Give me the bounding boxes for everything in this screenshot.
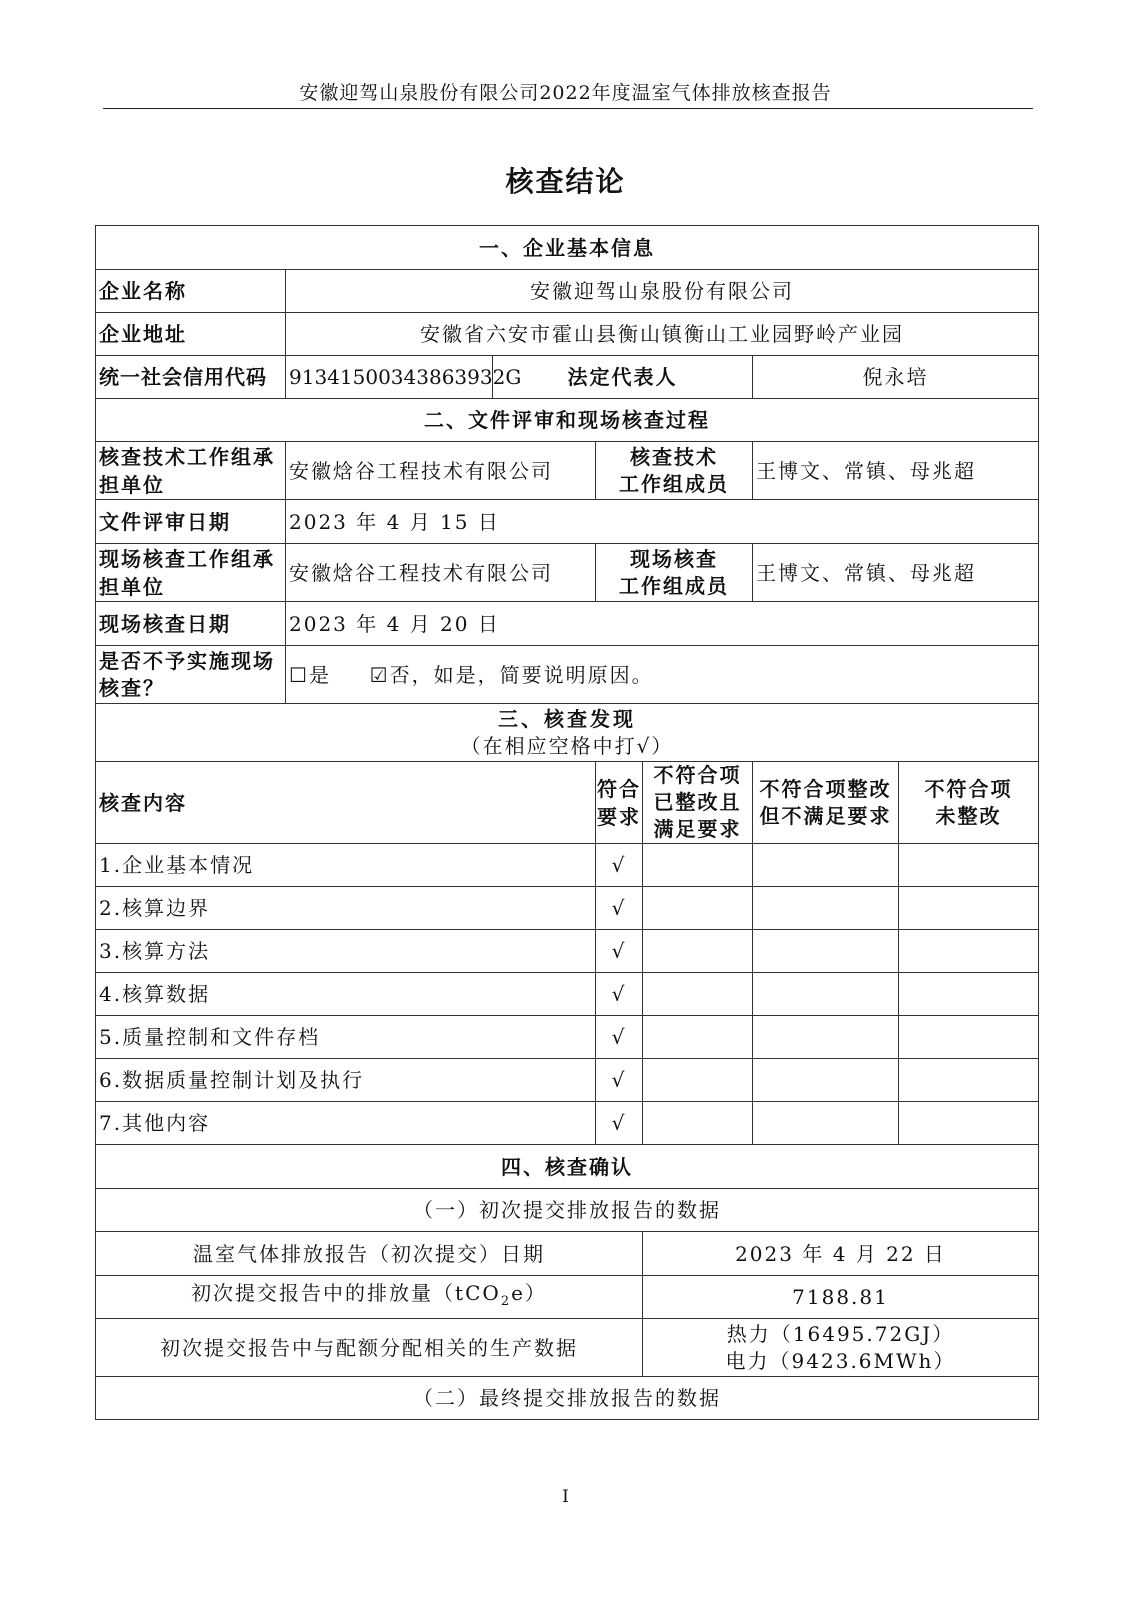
section4-sub1: （一）初次提交排放报告的数据 xyxy=(96,1189,1039,1232)
empty-cell xyxy=(899,1102,1039,1145)
col-header-fixed-ok: 不符合项已整改且满足要求 xyxy=(643,762,753,844)
header-rule xyxy=(103,108,1033,109)
empty-cell xyxy=(643,844,753,887)
col-header-fixed-not-ok: 不符合项整改但不满足要求 xyxy=(753,762,899,844)
check-item: 3.核算方法 xyxy=(96,930,596,973)
empty-cell xyxy=(643,1059,753,1102)
review-date-label: 文件评审日期 xyxy=(96,500,286,544)
option-no-label: 否，如是，简要说明原因。 xyxy=(389,662,654,687)
table-row xyxy=(96,930,1039,973)
initial-production-label: 初次提交报告中与配额分配相关的生产数据 xyxy=(96,1319,643,1377)
empty-cell xyxy=(899,930,1039,973)
section4-sub2: （二）最终提交排放报告的数据 xyxy=(96,1377,1039,1420)
section4-heading: 四、核查确认 xyxy=(96,1145,1039,1189)
tech-unit-value: 安徽焓谷工程技术有限公司 xyxy=(286,442,596,500)
initial-emission-value: 7188.81 xyxy=(643,1276,1039,1319)
conclusion-table xyxy=(95,225,1039,1420)
tech-unit-label: 核查技术工作组承担单位 xyxy=(96,442,286,500)
empty-cell xyxy=(753,930,899,973)
checkbox-yes-icon: ☐ xyxy=(289,662,309,687)
empty-cell xyxy=(643,930,753,973)
check-item: 1.企业基本情况 xyxy=(96,844,596,887)
credit-code-value: 91341500343863932G xyxy=(286,356,493,399)
col-header-content: 核查内容 xyxy=(96,762,596,844)
production-heat: 热力（16495.72GJ） xyxy=(726,1321,955,1346)
compliant-mark: √ xyxy=(596,887,643,930)
empty-cell xyxy=(899,973,1039,1016)
empty-cell xyxy=(753,844,899,887)
empty-cell xyxy=(753,1102,899,1145)
initial-production-value xyxy=(643,1319,1039,1377)
company-address-label: 企业地址 xyxy=(96,313,286,356)
tech-members-label-line1: 核查技术 xyxy=(630,444,718,469)
production-power: 电力（9423.6MWh） xyxy=(725,1348,956,1373)
table-row xyxy=(96,973,1039,1016)
table-row xyxy=(96,1102,1039,1145)
empty-cell xyxy=(753,973,899,1016)
compliant-mark: √ xyxy=(596,930,643,973)
skip-site-check-label: 是否不予实施现场核查？ xyxy=(96,646,286,704)
empty-cell xyxy=(643,887,753,930)
empty-cell xyxy=(753,1059,899,1102)
company-name-label: 企业名称 xyxy=(96,270,286,313)
compliant-mark: √ xyxy=(596,1059,643,1102)
check-item: 4.核算数据 xyxy=(96,973,596,1016)
page-number: I xyxy=(562,1487,569,1507)
empty-cell xyxy=(899,1016,1039,1059)
credit-code-label: 统一社会信用代码 xyxy=(96,356,286,399)
company-address-value: 安徽省六安市霍山县衡山镇衡山工业园野岭产业园 xyxy=(286,313,1039,356)
company-name-value: 安徽迎驾山泉股份有限公司 xyxy=(286,270,1039,313)
empty-cell xyxy=(899,1059,1039,1102)
section3-heading-cell xyxy=(96,704,1039,762)
tech-members-value: 王博文、常镇、母兆超 xyxy=(753,442,1039,500)
empty-cell xyxy=(643,973,753,1016)
empty-cell xyxy=(753,887,899,930)
tech-members-label-line2: 工作组成员 xyxy=(619,471,729,496)
site-date-value: 2023 年 4 月 20 日 xyxy=(286,602,1039,646)
legal-rep-label: 法定代表人 xyxy=(493,356,753,399)
check-item: 5.质量控制和文件存档 xyxy=(96,1016,596,1059)
col-header-not-fixed: 不符合项未整改 xyxy=(899,762,1039,844)
initial-report-date-value: 2023 年 4 月 22 日 xyxy=(643,1232,1039,1276)
check-item: 7.其他内容 xyxy=(96,1102,596,1145)
table-row xyxy=(96,1059,1039,1102)
initial-emission-label: 初次提交报告中的排放量（tCO$_2$e） xyxy=(96,1276,643,1319)
tech-members-label xyxy=(596,442,753,500)
site-date-label: 现场核查日期 xyxy=(96,602,286,646)
compliant-mark: √ xyxy=(596,973,643,1016)
empty-cell xyxy=(899,844,1039,887)
table-row xyxy=(96,844,1039,887)
review-date-value: 2023 年 4 月 15 日 xyxy=(286,500,1039,544)
compliant-mark: √ xyxy=(596,1102,643,1145)
page-title: 核查结论 xyxy=(505,165,626,198)
site-members-label-line2: 工作组成员 xyxy=(619,573,729,598)
empty-cell xyxy=(643,1016,753,1059)
empty-cell xyxy=(643,1102,753,1145)
skip-site-check-options xyxy=(286,646,1039,704)
running-header: 安徽迎驾山泉股份有限公司2022年度温室气体排放核查报告 xyxy=(299,82,832,104)
legal-rep-value: 倪永培 xyxy=(753,356,1039,399)
check-item: 2.核算边界 xyxy=(96,887,596,930)
checkbox-no-checked-icon: ☑ xyxy=(369,662,390,687)
site-members-value: 王博文、常镇、母兆超 xyxy=(753,544,1039,602)
section3-heading: 三、核查发现 xyxy=(498,706,636,731)
site-unit-value: 安徽焓谷工程技术有限公司 xyxy=(286,544,596,602)
table-row xyxy=(96,1016,1039,1059)
initial-report-date-label: 温室气体排放报告（初次提交）日期 xyxy=(96,1232,643,1276)
table-row xyxy=(96,887,1039,930)
site-members-label-line1: 现场核查 xyxy=(630,546,718,571)
check-item: 6.数据质量控制计划及执行 xyxy=(96,1059,596,1102)
site-unit-label: 现场核查工作组承担单位 xyxy=(96,544,286,602)
col-header-compliant: 符合要求 xyxy=(596,762,643,844)
compliant-mark: √ xyxy=(596,1016,643,1059)
section1-heading: 一、企业基本信息 xyxy=(96,226,1039,270)
empty-cell xyxy=(899,887,1039,930)
section3-subheading: （在相应空格中打√） xyxy=(460,733,674,758)
section2-heading: 二、文件评审和现场核查过程 xyxy=(96,399,1039,442)
site-members-label xyxy=(596,544,753,602)
empty-cell xyxy=(753,1016,899,1059)
compliant-mark: √ xyxy=(596,844,643,887)
option-yes-label: 是 xyxy=(308,662,331,687)
